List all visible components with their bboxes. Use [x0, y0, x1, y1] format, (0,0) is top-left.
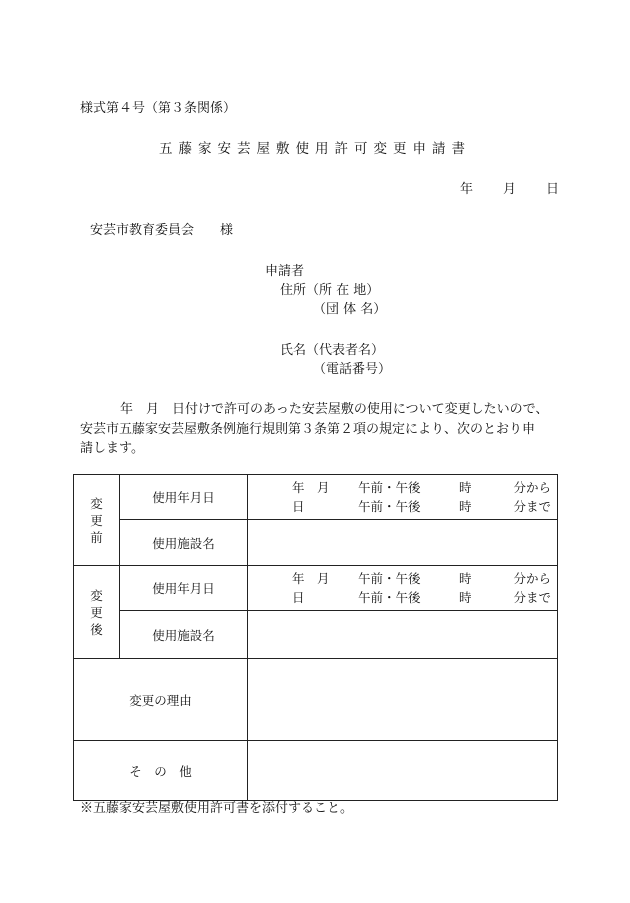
reason-label: 変更の理由 — [74, 659, 248, 741]
body-line-3: 請します。 — [80, 441, 144, 456]
form-number: 様式第４号（第３条関係） — [80, 101, 237, 116]
other-field[interactable] — [248, 741, 558, 801]
organization-label: （団 体 名） — [313, 302, 387, 317]
address-label: 住所（所 在 地） — [280, 283, 380, 298]
after-date-label: 使用年月日 — [120, 566, 248, 611]
phone-label: （電話番号） — [313, 362, 392, 377]
date-line — [460, 178, 559, 197]
application-table — [73, 474, 558, 801]
after-date-field[interactable]: 年 月 午前・午後 時 分から 日 午前・午後 時 分まで — [248, 566, 558, 611]
after-change-label: 変 更 後 — [74, 566, 120, 659]
before-date-label: 使用年月日 — [120, 475, 248, 520]
applicant-heading: 申請者 — [265, 264, 305, 279]
body-line-1: 年 月 日付けで許可のあった安芸屋敷の使用について変更したいので、 — [120, 402, 549, 417]
date-month: 月 — [503, 182, 517, 197]
date-year: 年 — [460, 182, 474, 197]
before-facility-label: 使用施設名 — [120, 520, 248, 566]
date-day: 日 — [546, 182, 560, 197]
reason-field[interactable] — [248, 659, 558, 741]
after-facility-field[interactable] — [248, 611, 558, 659]
body-text — [80, 400, 560, 459]
before-date-field[interactable]: 年 月 午前・午後 時 分から 日 午前・午後 時 分まで — [248, 475, 558, 520]
document-title: 五藤家安芸屋敷使用許可変更申請書 — [159, 141, 471, 157]
name-label: 氏名（代表者名） — [280, 343, 385, 358]
addressee: 安芸市教育委員会 様 — [90, 223, 234, 238]
other-label: そ の 他 — [74, 741, 248, 801]
before-change-label: 変 更 前 — [74, 475, 120, 566]
before-facility-field[interactable] — [248, 520, 558, 566]
body-line-2: 安芸市五藤家安芸屋敷条例施行規則第３条第２項の規定により、次のとおり申 — [80, 421, 536, 437]
after-facility-label: 使用施設名 — [120, 611, 248, 659]
attachment-note: ※五藤家安芸屋敷使用許可書を添付すること。 — [80, 801, 354, 816]
